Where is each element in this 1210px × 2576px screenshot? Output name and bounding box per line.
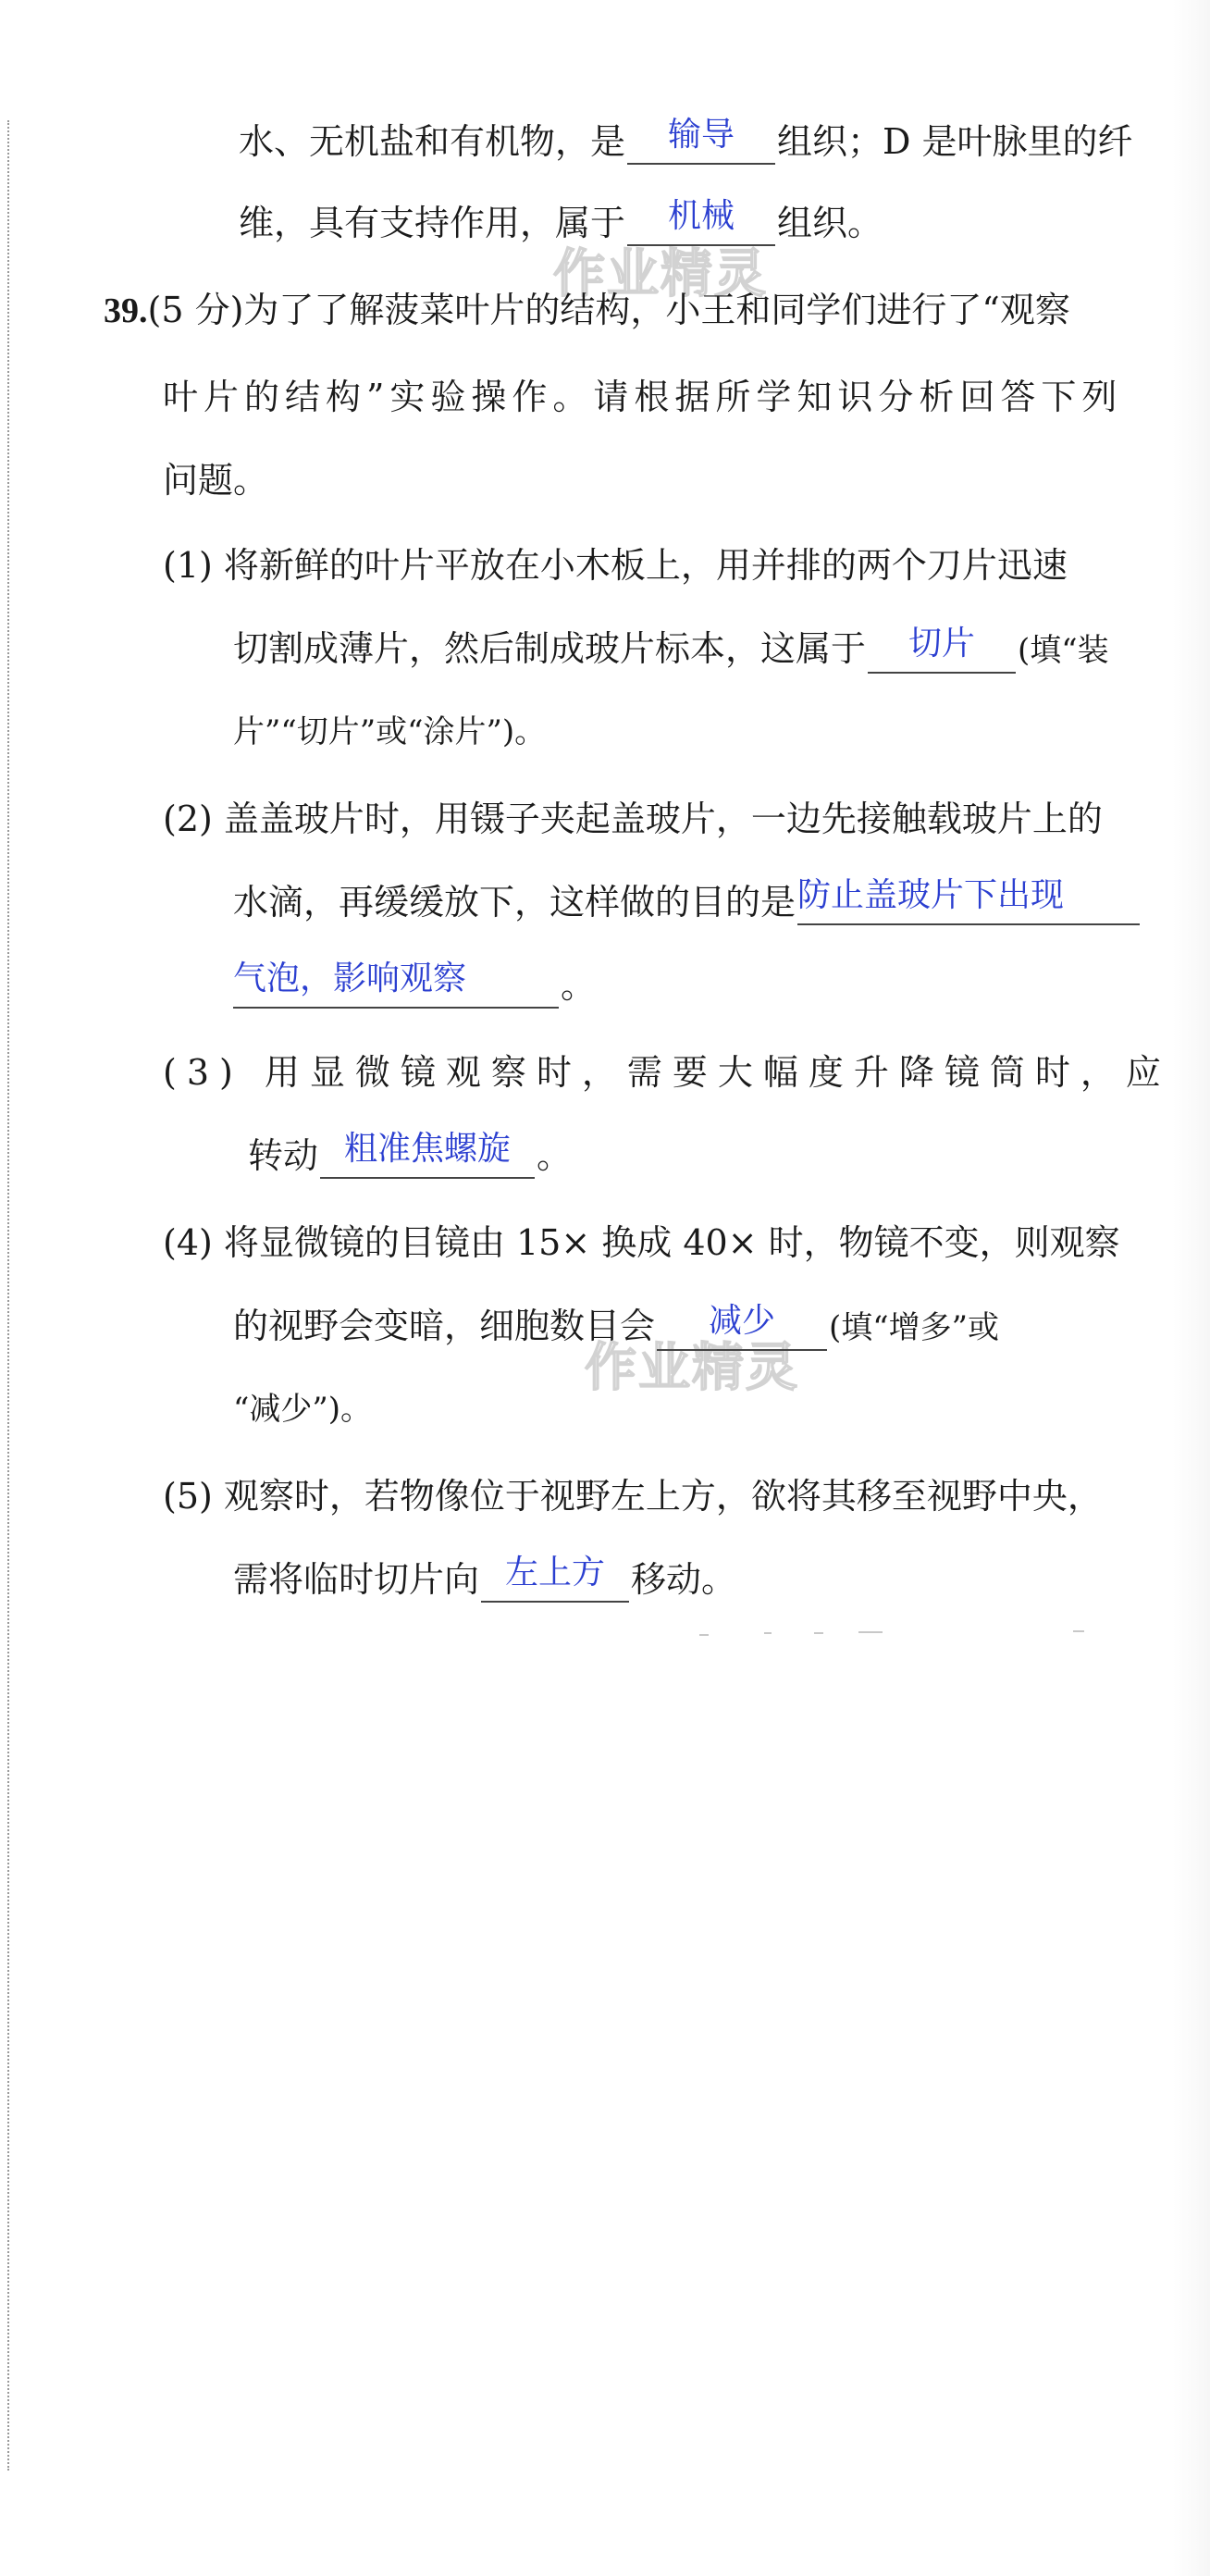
part-text: 需将临时切片向 xyxy=(233,1559,480,1600)
part-text: 。 xyxy=(561,965,597,1006)
q39-part2-line-2 xyxy=(233,876,1142,925)
part-text: 切割成薄片，然后制成玻片标本，这属于 xyxy=(233,628,867,669)
q39-stem-text: 问题。 xyxy=(163,460,269,501)
watermark: 作业精灵 xyxy=(553,244,768,304)
part-text: (5) 观察时，若物像位于视野左上方，欲将其移至视野中央， xyxy=(163,1476,1103,1517)
q39-part4-line-3 xyxy=(233,1386,372,1432)
handwritten-answer: 气泡，影响观察 xyxy=(233,960,467,997)
answer-blank xyxy=(320,1130,535,1179)
scan-speck xyxy=(1073,1630,1084,1632)
handwritten-answer: 左上方 xyxy=(505,1554,606,1591)
answer-blank xyxy=(233,960,559,1009)
part-text: 移动。 xyxy=(631,1559,737,1600)
part-text: (3) 用显微镜观察时，需要大幅度升降镜筒时，应 xyxy=(163,1052,1171,1093)
q39-part5-line-2 xyxy=(233,1556,736,1603)
handwritten-answer: 机械 xyxy=(668,197,735,235)
q39-part3-line-2 xyxy=(248,1130,573,1179)
scan-speck xyxy=(814,1632,823,1634)
q39-part1-line-2 xyxy=(233,625,1109,674)
answer-blank xyxy=(627,116,775,165)
scan-speck xyxy=(858,1631,883,1633)
handwritten-answer: 减少 xyxy=(709,1302,776,1340)
handwritten-answer: 切片 xyxy=(908,625,976,663)
handwritten-answer: 粗准焦螺旋 xyxy=(344,1130,512,1168)
q39-part2-line-3 xyxy=(233,962,596,1009)
q38-line-2 xyxy=(239,197,883,246)
q39-part2-line-1 xyxy=(163,796,1103,842)
part-text: (填“装 xyxy=(1018,632,1109,669)
part-text: 水滴，再缓缓放下，这样做的目的是 xyxy=(233,882,796,923)
q38-line-1 xyxy=(239,118,1133,165)
q38-text: 维，具有支持作用，属于 xyxy=(239,203,626,243)
part-text: (填“增多”或 xyxy=(829,1309,1000,1346)
answer-blank xyxy=(797,876,1140,925)
part-text: 片”“切片”或“涂片”)。 xyxy=(233,713,547,750)
q39-line-1 xyxy=(104,287,1070,334)
answer-blank xyxy=(868,625,1016,674)
part-text: (4) 将显微镜的目镜由 15× 换成 40× 时，物镜不变，则观察 xyxy=(163,1222,1120,1263)
scan-speck xyxy=(764,1632,772,1634)
q39-part3-line-1 xyxy=(163,1049,1171,1096)
q39-part4-line-2 xyxy=(233,1303,999,1351)
q39-part5-line-1 xyxy=(163,1473,1103,1519)
answer-blank xyxy=(481,1554,629,1603)
q39-part1-line-1 xyxy=(163,542,1068,588)
page-edge-shade xyxy=(1173,0,1210,2576)
part-text: “减少”)。 xyxy=(233,1391,373,1428)
part-text: (2) 盖盖玻片时，用镊子夹起盖玻片，一边先接触载玻片上的 xyxy=(163,799,1103,839)
q39-line-2 xyxy=(163,374,1122,420)
question-number: 39. xyxy=(104,291,148,330)
answer-blank xyxy=(657,1302,827,1351)
q38-text: 组织；D 是叶脉里的纤 xyxy=(777,121,1133,162)
part-text: 的视野会变暗，细胞数目会 xyxy=(233,1306,656,1346)
answer-blank xyxy=(627,197,775,246)
part-text: 转动 xyxy=(248,1135,319,1176)
handwritten-answer: 输导 xyxy=(668,116,735,154)
q39-part1-line-3 xyxy=(233,709,546,755)
scan-speck xyxy=(699,1634,709,1636)
q39-part4-line-1 xyxy=(163,1220,1120,1266)
q39-line-3 xyxy=(163,457,268,503)
part-text: (1) 将新鲜的叶片平放在小木板上，用并排的两个刀片迅速 xyxy=(163,545,1068,586)
q38-text: 水、无机盐和有机物，是 xyxy=(239,121,626,162)
q39-stem-text: 叶片的结构”实验操作。请根据所学知识分析回答下列 xyxy=(163,377,1123,417)
binding-margin-line xyxy=(7,120,9,2471)
watermark: 作业精灵 xyxy=(585,1338,799,1398)
q39-stem-text: (5 分)为了了解菠菜叶片的结构，小王和同学们进行了“观察 xyxy=(147,290,1070,330)
part-text: 。 xyxy=(537,1135,573,1176)
handwritten-answer: 防止盖玻片下出现 xyxy=(797,876,1065,914)
q38-text: 组织。 xyxy=(777,203,883,243)
